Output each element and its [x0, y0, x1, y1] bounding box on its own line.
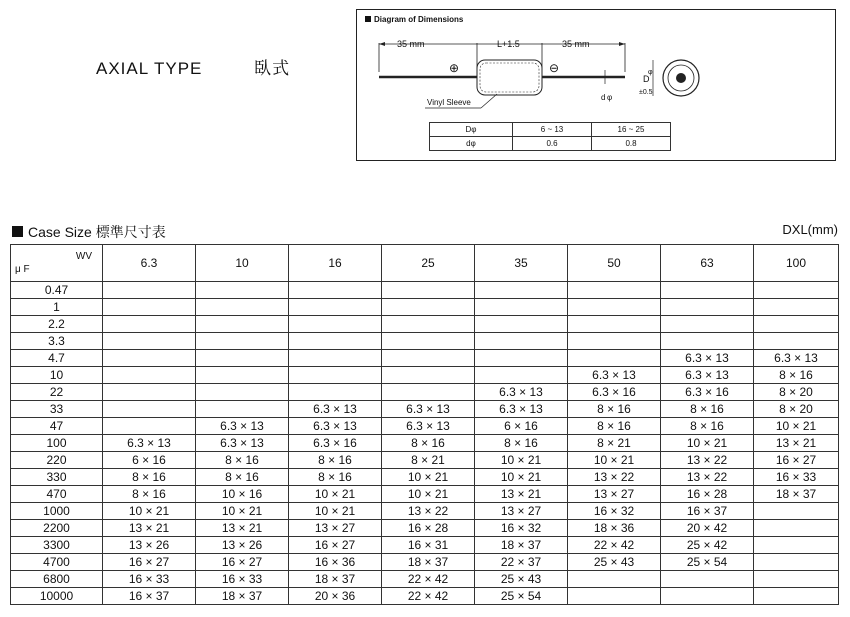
size-cell [568, 571, 661, 588]
capacitance-cell: 4.7 [11, 350, 103, 367]
size-cell: 6.3 × 13 [196, 435, 289, 452]
voltage-header: 10 [196, 245, 289, 282]
size-cell: 8 × 16 [196, 469, 289, 486]
size-cell: 6 × 16 [475, 418, 568, 435]
voltage-header: 35 [475, 245, 568, 282]
size-cell: 13 × 21 [475, 486, 568, 503]
body-length: L+1.5 [497, 39, 520, 49]
capacitance-cell: 10000 [11, 588, 103, 605]
size-cell [196, 401, 289, 418]
size-cell [196, 299, 289, 316]
size-cell: 8 × 16 [103, 469, 196, 486]
size-cell: 10 × 21 [475, 469, 568, 486]
size-cell [382, 299, 475, 316]
size-cell: 10 × 21 [289, 503, 382, 520]
table-row [11, 384, 839, 401]
size-cell [196, 316, 289, 333]
size-cell: 16 × 33 [103, 571, 196, 588]
size-cell [754, 282, 839, 299]
size-cell: 6.3 × 13 [289, 401, 382, 418]
voltage-header: 50 [568, 245, 661, 282]
capacitance-cell: 0.47 [11, 282, 103, 299]
size-cell: 18 × 37 [289, 571, 382, 588]
capacitance-cell: 2.2 [11, 316, 103, 333]
table-row [11, 537, 839, 554]
size-cell [289, 333, 382, 350]
size-cell: 13 × 27 [289, 520, 382, 537]
page-title [96, 54, 290, 79]
size-cell [382, 282, 475, 299]
body-diameter-label: D [643, 74, 650, 84]
size-cell: 25 × 42 [661, 537, 754, 554]
table-row [11, 282, 839, 299]
size-cell: 16 × 31 [382, 537, 475, 554]
size-cell [754, 299, 839, 316]
size-cell [568, 350, 661, 367]
size-cell: 18 × 37 [196, 588, 289, 605]
size-cell: 16 × 27 [196, 554, 289, 571]
size-cell: 22 × 37 [475, 554, 568, 571]
size-cell [103, 350, 196, 367]
table-cell: 0.6 [513, 137, 592, 151]
size-cell [568, 316, 661, 333]
dimensions-diagram [356, 9, 836, 161]
uf-label: μ F [15, 264, 30, 275]
size-cell [382, 367, 475, 384]
size-cell: 8 × 16 [289, 452, 382, 469]
size-cell: 16 × 32 [568, 503, 661, 520]
size-cell [568, 588, 661, 605]
size-cell: 13 × 27 [475, 503, 568, 520]
size-cell: 18 × 37 [382, 554, 475, 571]
size-cell [382, 316, 475, 333]
size-cell [382, 350, 475, 367]
table-row [11, 316, 839, 333]
size-cell [289, 367, 382, 384]
size-cell: 16 × 37 [661, 503, 754, 520]
size-cell: 10 × 21 [196, 503, 289, 520]
size-cell: 6.3 × 13 [289, 418, 382, 435]
capacitance-cell: 470 [11, 486, 103, 503]
voltage-header: 63 [661, 245, 754, 282]
table-row [11, 401, 839, 418]
size-cell: 13 × 22 [568, 469, 661, 486]
size-cell: 6.3 × 16 [661, 384, 754, 401]
size-cell: 10 × 21 [754, 418, 839, 435]
size-cell: 18 × 36 [568, 520, 661, 537]
size-cell [103, 401, 196, 418]
size-cell: 8 × 20 [754, 384, 839, 401]
table-row [11, 520, 839, 537]
size-cell [568, 333, 661, 350]
size-cell [196, 350, 289, 367]
table-row [11, 418, 839, 435]
size-cell [661, 571, 754, 588]
size-cell: 22 × 42 [568, 537, 661, 554]
size-cell: 8 × 16 [661, 418, 754, 435]
size-cell [754, 537, 839, 554]
size-cell [661, 316, 754, 333]
size-cell: 16 × 33 [196, 571, 289, 588]
size-cell [661, 333, 754, 350]
table-cell: Dφ [430, 123, 513, 137]
size-cell [382, 384, 475, 401]
size-cell: 10 × 21 [382, 486, 475, 503]
size-cell: 25 × 43 [475, 571, 568, 588]
size-cell: 10 × 21 [661, 435, 754, 452]
size-cell: 20 × 42 [661, 520, 754, 537]
size-cell [103, 299, 196, 316]
size-cell: 8 × 16 [103, 486, 196, 503]
size-cell: 25 × 54 [475, 588, 568, 605]
size-cell: 16 × 33 [754, 469, 839, 486]
size-cell [289, 299, 382, 316]
phi-symbol-icon: φ [607, 93, 613, 102]
size-cell [103, 384, 196, 401]
size-cell: 8 × 21 [382, 452, 475, 469]
table-row [11, 452, 839, 469]
title-english: AXIAL TYPE [96, 59, 203, 78]
size-cell [475, 299, 568, 316]
table-cell: 0.8 [592, 137, 671, 151]
size-cell [103, 316, 196, 333]
size-cell [103, 418, 196, 435]
size-cell: 6.3 × 13 [661, 350, 754, 367]
size-cell: 13 × 22 [661, 452, 754, 469]
size-cell [103, 333, 196, 350]
size-cell [196, 384, 289, 401]
size-cell [568, 282, 661, 299]
bullet-square-icon [12, 226, 23, 237]
size-cell [196, 367, 289, 384]
size-cell: 25 × 43 [568, 554, 661, 571]
capacitance-cell: 3.3 [11, 333, 103, 350]
size-cell: 6.3 × 13 [661, 367, 754, 384]
table-row [11, 367, 839, 384]
size-cell: 16 × 28 [661, 486, 754, 503]
table-row [11, 469, 839, 486]
size-cell: 10 × 21 [475, 452, 568, 469]
size-cell: 18 × 37 [475, 537, 568, 554]
capacitance-cell: 1 [11, 299, 103, 316]
table-cell: dφ [430, 137, 513, 151]
dimensions-title-text: Diagram of Dimensions [374, 15, 464, 24]
table-row [11, 571, 839, 588]
size-cell: 6.3 × 16 [289, 435, 382, 452]
lead-diameter-label: d [601, 93, 606, 102]
vinyl-sleeve-label: Vinyl Sleeve [427, 98, 471, 107]
size-cell: 16 × 36 [289, 554, 382, 571]
capacitance-cell: 330 [11, 469, 103, 486]
size-cell [475, 316, 568, 333]
size-cell: 8 × 16 [382, 435, 475, 452]
diameter-table [429, 122, 671, 151]
size-cell: 10 × 16 [196, 486, 289, 503]
size-cell [754, 333, 839, 350]
body-phi-icon: φ [648, 69, 653, 76]
size-cell [289, 350, 382, 367]
wv-label: WV [75, 251, 92, 262]
size-cell: 13 × 22 [382, 503, 475, 520]
size-cell: 6.3 × 13 [754, 350, 839, 367]
table-row [430, 123, 671, 137]
size-cell: 6.3 × 13 [475, 384, 568, 401]
size-cell: 22 × 42 [382, 571, 475, 588]
size-cell: 8 × 16 [754, 367, 839, 384]
size-cell: 8 × 16 [568, 401, 661, 418]
size-cell [475, 350, 568, 367]
header-row [11, 245, 839, 282]
size-cell: 13 × 21 [754, 435, 839, 452]
table-row [430, 137, 671, 151]
table-row [11, 503, 839, 520]
voltage-header: 6.3 [103, 245, 196, 282]
lead-right-length: 35 mm [562, 39, 590, 49]
size-cell: 10 × 21 [289, 486, 382, 503]
size-cell: 18 × 37 [754, 486, 839, 503]
capacitance-cell: 4700 [11, 554, 103, 571]
size-cell: 6.3 × 16 [568, 384, 661, 401]
size-cell: 13 × 22 [661, 469, 754, 486]
size-cell [661, 588, 754, 605]
size-cell [661, 282, 754, 299]
plus-sign-icon: ⊕ [449, 61, 460, 75]
size-cell [661, 299, 754, 316]
size-cell: 6.3 × 13 [103, 435, 196, 452]
capacitance-cell: 22 [11, 384, 103, 401]
size-cell: 16 × 37 [103, 588, 196, 605]
size-cell [754, 554, 839, 571]
capacitance-cell: 1000 [11, 503, 103, 520]
size-cell: 10 × 21 [103, 503, 196, 520]
size-cell [754, 588, 839, 605]
table-cell: 6 ~ 13 [513, 123, 592, 137]
title-chinese: 臥式 [254, 59, 291, 78]
size-cell: 6.3 × 13 [196, 418, 289, 435]
size-cell [103, 282, 196, 299]
case-size-table [10, 244, 839, 605]
size-cell [754, 316, 839, 333]
size-cell: 20 × 36 [289, 588, 382, 605]
size-cell: 10 × 21 [382, 469, 475, 486]
size-cell [103, 367, 196, 384]
table-row [11, 299, 839, 316]
table-row [11, 554, 839, 571]
size-cell: 16 × 32 [475, 520, 568, 537]
size-cell: 6.3 × 13 [382, 401, 475, 418]
case-size-title [12, 222, 166, 242]
capacitance-cell: 47 [11, 418, 103, 435]
size-cell [289, 384, 382, 401]
size-cell [754, 520, 839, 537]
size-cell [196, 333, 289, 350]
size-cell [754, 571, 839, 588]
table-row [11, 486, 839, 503]
case-size-title-text: Case Size 標準尺寸表 [28, 224, 166, 240]
size-cell: 16 × 27 [754, 452, 839, 469]
size-cell: 6 × 16 [103, 452, 196, 469]
size-cell: 8 × 20 [754, 401, 839, 418]
size-cell: 13 × 26 [103, 537, 196, 554]
size-cell: 13 × 26 [196, 537, 289, 554]
size-cell: 10 × 21 [568, 452, 661, 469]
capacitance-cell: 3300 [11, 537, 103, 554]
size-cell [196, 282, 289, 299]
table-row [11, 350, 839, 367]
voltage-header: 25 [382, 245, 475, 282]
voltage-header: 100 [754, 245, 839, 282]
tolerance-label: ±0.5 [639, 89, 653, 96]
size-cell: 16 × 27 [103, 554, 196, 571]
size-cell [754, 503, 839, 520]
voltage-header: 16 [289, 245, 382, 282]
capacitance-cell: 33 [11, 401, 103, 418]
size-cell: 25 × 54 [661, 554, 754, 571]
size-cell [382, 333, 475, 350]
capacitance-cell: 100 [11, 435, 103, 452]
corner-header [11, 245, 103, 282]
table-cell: 16 ~ 25 [592, 123, 671, 137]
lead-left-length: 35 mm [397, 39, 425, 49]
size-cell: 6.3 × 13 [382, 418, 475, 435]
size-cell: 13 × 27 [568, 486, 661, 503]
size-cell: 8 × 16 [568, 418, 661, 435]
capacitance-cell: 220 [11, 452, 103, 469]
size-cell [289, 282, 382, 299]
size-cell: 8 × 16 [661, 401, 754, 418]
capacitance-cell: 6800 [11, 571, 103, 588]
minus-sign-icon: ⊖ [549, 61, 560, 75]
size-cell: 22 × 42 [382, 588, 475, 605]
size-cell [289, 316, 382, 333]
size-cell: 16 × 27 [289, 537, 382, 554]
size-cell: 6.3 × 13 [568, 367, 661, 384]
size-cell: 13 × 21 [196, 520, 289, 537]
size-cell: 8 × 16 [289, 469, 382, 486]
unit-label: DXL(mm) [782, 222, 838, 237]
size-cell: 6.3 × 13 [475, 401, 568, 418]
size-cell: 16 × 28 [382, 520, 475, 537]
capacitance-cell: 2200 [11, 520, 103, 537]
size-cell [475, 282, 568, 299]
size-cell [475, 367, 568, 384]
size-cell: 13 × 21 [103, 520, 196, 537]
table-row [11, 333, 839, 350]
table-row [11, 588, 839, 605]
size-cell: 8 × 16 [475, 435, 568, 452]
size-cell [475, 333, 568, 350]
size-cell [568, 299, 661, 316]
table-row [11, 435, 839, 452]
size-cell: 8 × 16 [196, 452, 289, 469]
size-cell: 8 × 21 [568, 435, 661, 452]
capacitance-cell: 10 [11, 367, 103, 384]
